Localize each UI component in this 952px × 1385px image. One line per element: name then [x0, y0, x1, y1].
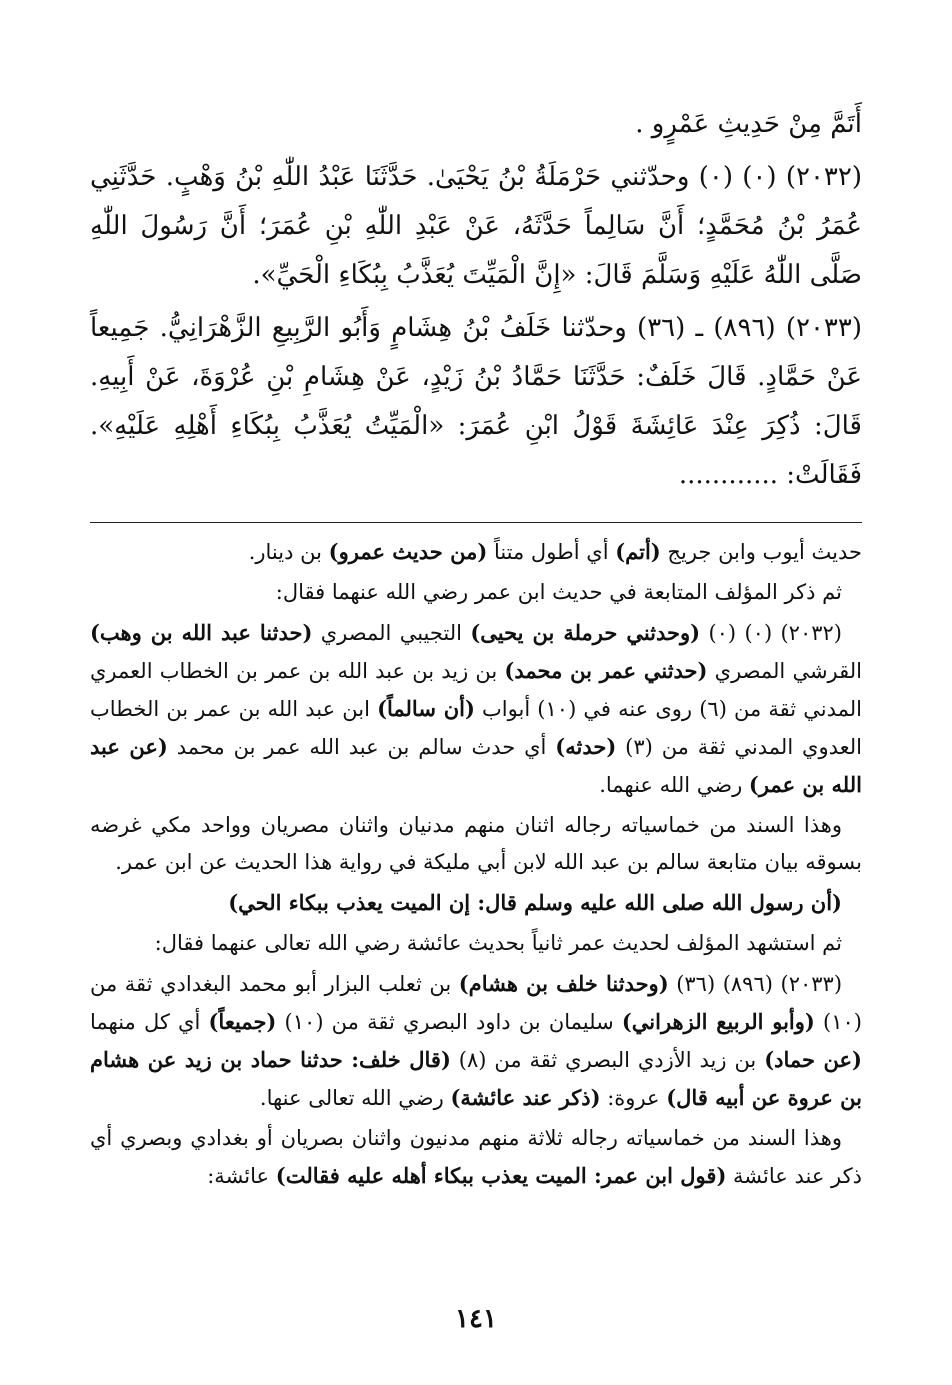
commentary-paragraph-3: (٢٠٣٢) (٠) (٠) (وحدثني حرملة بن يحيى) التجيبي المصري (حدثنا عبد الله بن وهب) القرشي المصري (حدثني عمر بن محمد) بن زيد بن عبد الله بن عمر بن الخطاب العمري المدني ثقة من (٦) روى عنه في (١٠) أبواب (أن سالماً) ابن عبد الله بن عمر بن الخطاب العدوي المدني ثقة من (٣) (حدثه) أي حدث سالم بن عبد الله عمر بن محمد (عن عبد الله بن عمر) رضي الله عنهما.	[90, 620, 862, 797]
commentary-paragraph-2: ثم ذكر المؤلف المتابعة في حديث ابن عمر رضي الله عنهما فقال:	[275, 580, 842, 604]
commentary-paragraph-5: (أن رسول الله صلى الله عليه وسلم قال: إن الميت يعذب ببكاء الحي)	[228, 890, 842, 915]
commentary-paragraph-6: ثم استشهد المؤلف لحديث عمر ثانياً بحديث عائشة رضي الله تعالى عنهما فقال:	[154, 931, 842, 955]
commentary-paragraph-7: (٢٠٣٣) (٨٩٦) (٣٦) (وحدثنا خلف بن هشام) بن ثعلب البزار أبو محمد البغدادي ثقة من (١٠) (وأبو الربيع الزهراني) سليمان بن داود البصري ثقة من (١٠) (جميعاً) أي كل منهما (عن حماد) بن زيد الأزدي البصري ثقة من (٨) (قال خلف: حدثنا حماد بن زيد عن هشام بن عروة عن أبيه قال) عروة: (ذكر عند عائشة) رضي الله تعالى عنها.	[90, 971, 862, 1110]
hadith-text	[90, 100, 862, 500]
hadith-2033: (٢٠٣٣) (٨٩٦) ـ (٣٦) وحدّثنا خَلَفُ بْنُ هِشَامٍ وَأَبُو الرَّبِيعِ الزَّهْرَانِيُّ. جَمِيعاً عَنْ حَمَّادٍ. قَالَ خَلَفٌ: حَدَّثَنَا حَمَّادُ بْنُ زَيْدٍ، عَنْ هِشَامِ بْنِ عُرْوَةَ، عَنْ أَبِيهِ. قَالَ: ذُكِرَ عِنْدَ عَائِشَةَ قَوْلُ ابْنِ عُمَرَ: «الْمَيِّتُ يُعَذَّبُ بِبُكَاءِ أَهْلِهِ عَلَيْهِ». فَقَالَتْ: ............	[90, 313, 862, 490]
page-body	[90, 100, 862, 1198]
hadith-line-intro: أَتَمَّ مِنْ حَدِيثِ عَمْرٍو .	[635, 109, 862, 139]
commentary-paragraph-4: وهذا السند من خماسياته رجاله اثنان منهم مدنيان واثنان مصريان وواحد مكي غرضه بسوقه بيان متابعة سالم بن عبد الله لابن أبي مليكة في رواية هذا الحديث عن ابن عمر.	[90, 813, 862, 874]
commentary	[90, 533, 862, 1195]
footnote-divider	[90, 522, 862, 523]
commentary-paragraph-8: وهذا السند من خماسياته رجاله ثلاثة منهم مدنيون واثنان بصريان أو بغدادي وبصري أي ذكر عند عائشة (قول ابن عمر: الميت يعذب ببكاء أهله عليه فقالت) عائشة:	[90, 1126, 862, 1188]
page-number: ١٤١	[455, 1304, 497, 1334]
hadith-2032: (٢٠٣٢) (٠) (٠) وحدّثني حَرْمَلَةُ بْنُ يَحْيَىٰ. حَدَّثَنَا عَبْدُ اللّٰهِ بْنُ وَهْبٍ. حَدَّثَنِي عُمَرُ بْنُ مُحَمَّدٍ؛ أَنَّ سَالِماً حَدَّثَهُ، عَنْ عَبْدِ اللّٰهِ بْنِ عُمَرَ؛ أَنَّ رَسُولَ اللّٰهِ صَلَّى اللّٰهُ عَلَيْهِ وَسَلَّمَ قَالَ: «إِنَّ الْمَيِّتَ يُعَذَّبُ بِبُكَاءِ الْحَيِّ».	[90, 162, 862, 290]
commentary-paragraph-1: حديث أيوب وابن جريج (أتم) أي أطول متناً (من حديث عمرو) بن دينار.	[248, 539, 862, 564]
